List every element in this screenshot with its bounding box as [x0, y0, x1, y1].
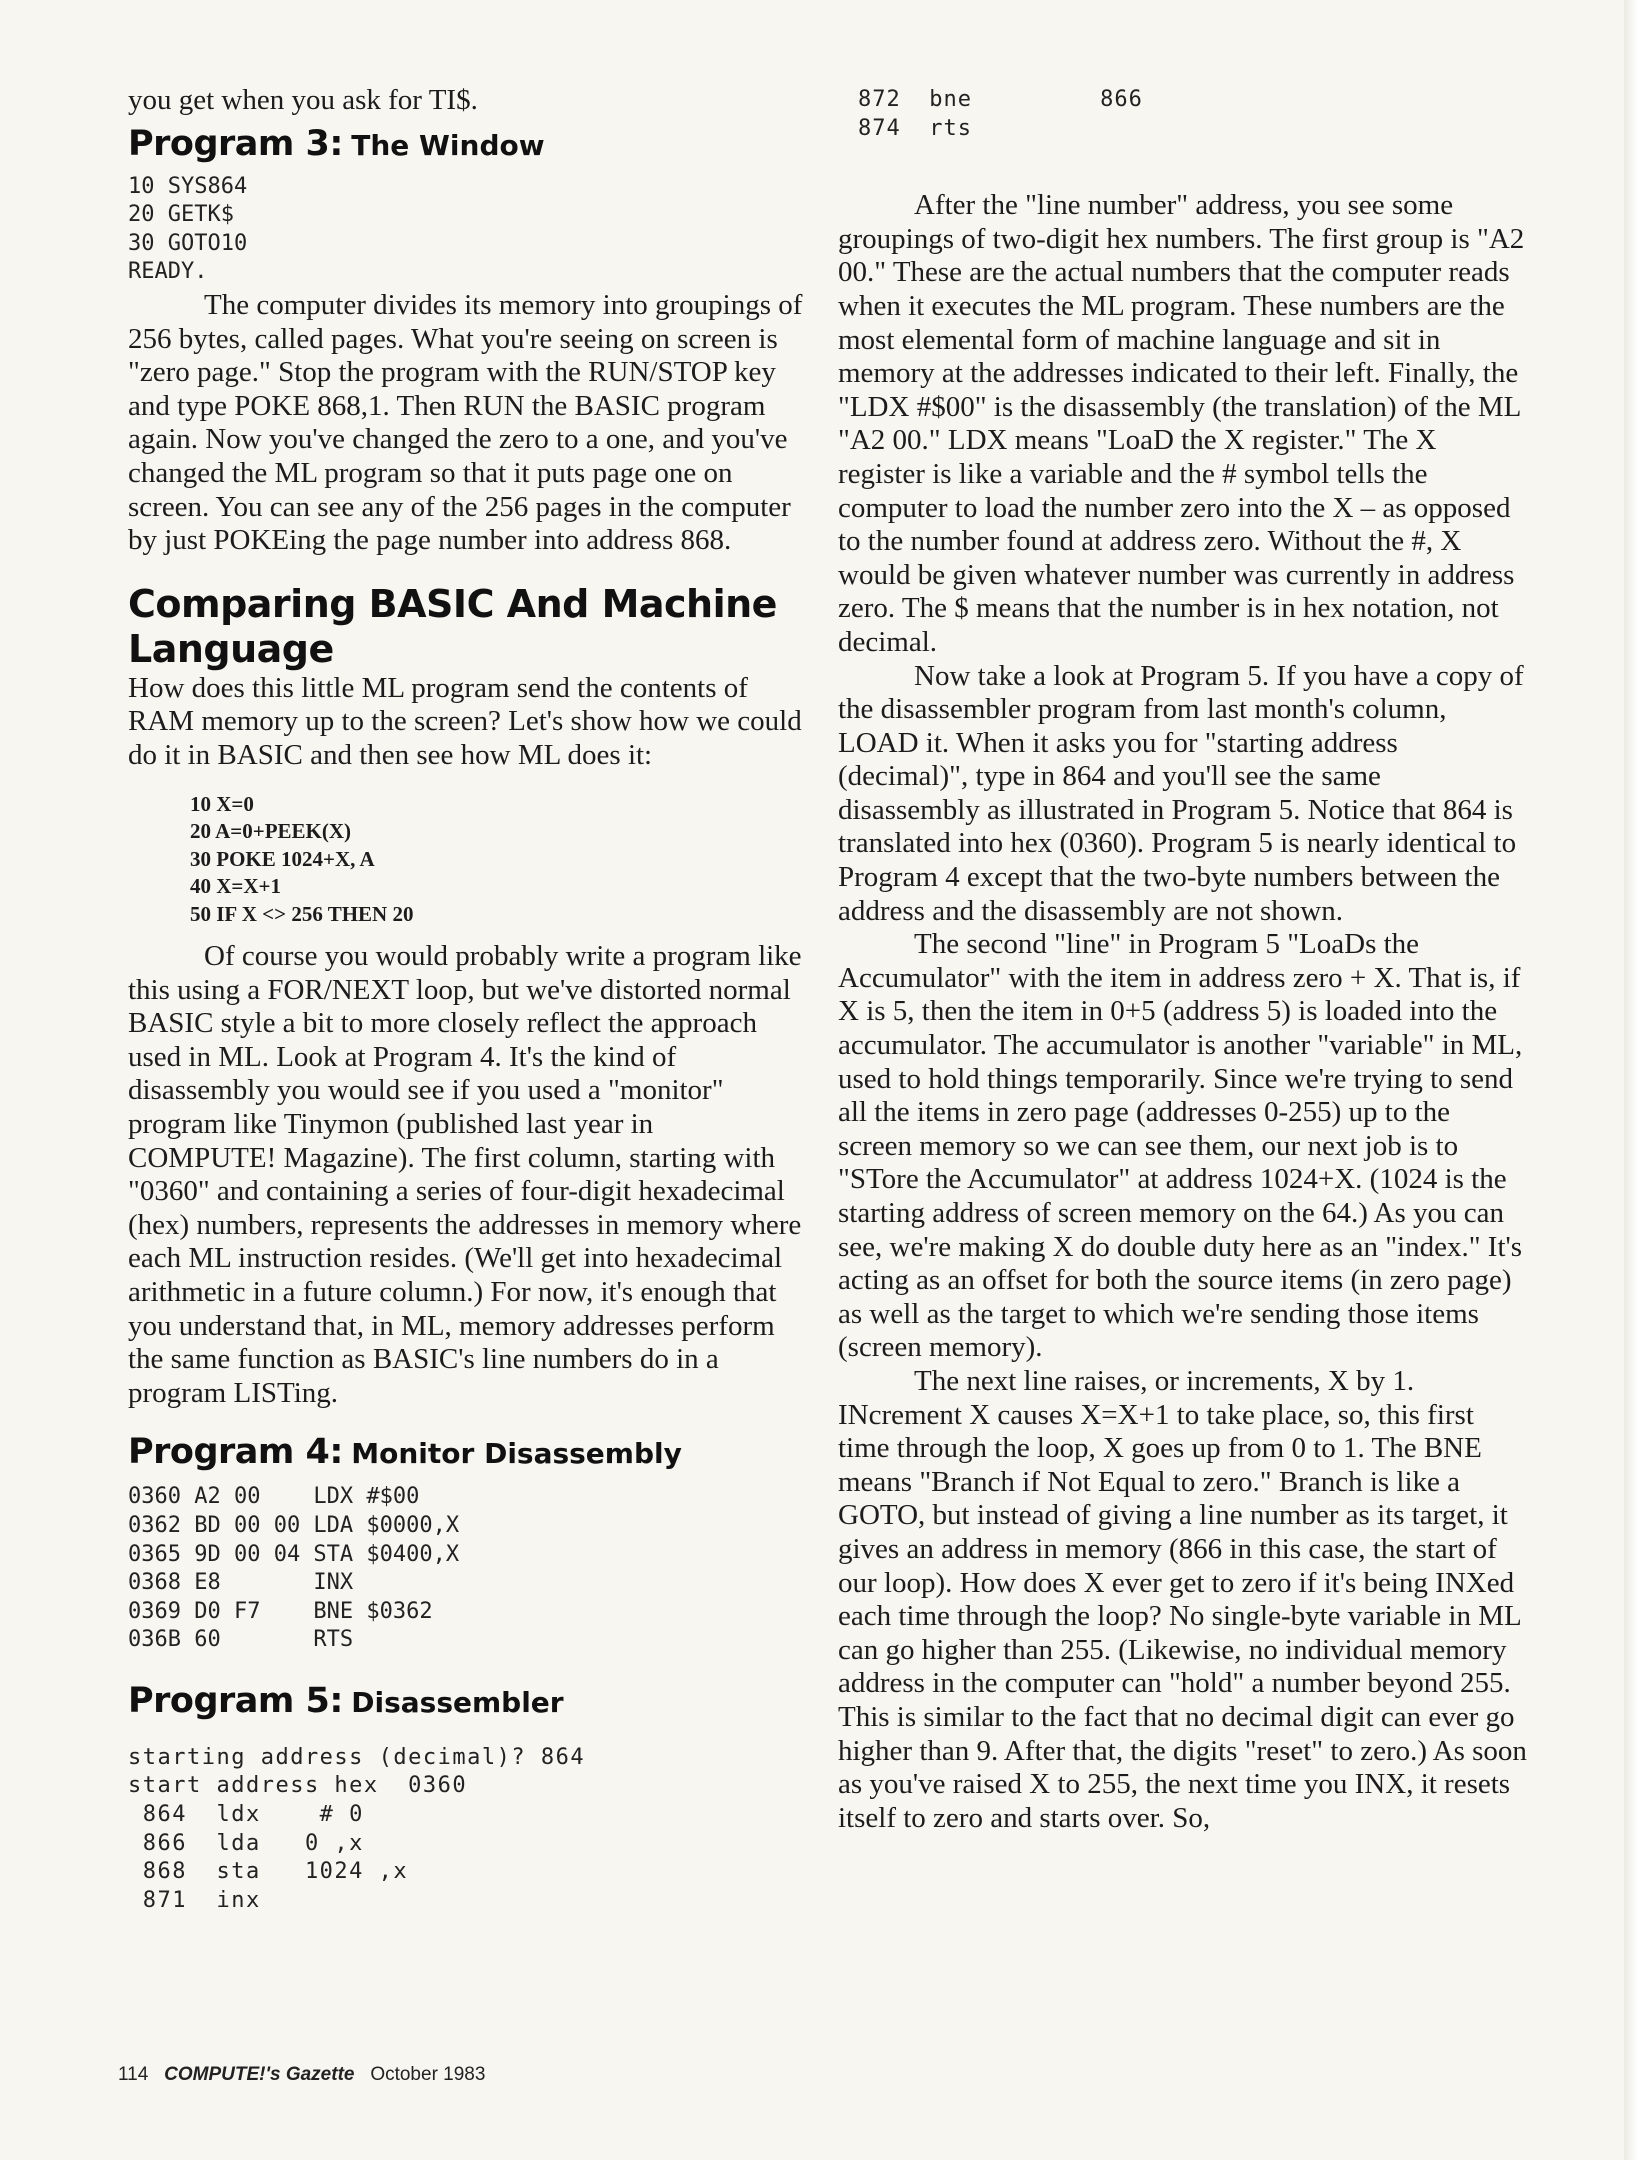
- program3-code: 10 SYS864 20 GETK$ 30 GOTO10 READY.: [128, 173, 248, 285]
- program5-code-continued: 872 bne 866 874 rts: [858, 87, 1143, 141]
- paragraph: Now take a look at Program 5. If you have a copy of the disassembler program from last month's column, LOAD it. When it asks you for "starting address (decimal)", type in 864 and you'll see the same disassembly as illustrated in Program 5. Notice that 864 is translated into hex (0360). Program 5 is nearly identical to Program 4 except that the two-byte numbers between the address and the disassembly are not shown.: [838, 659, 1524, 927]
- program5-heading: [128, 1679, 808, 1726]
- basic-line: 50 IF X <> 256 THEN 20: [190, 901, 414, 926]
- paragraph: After the "line number" address, you see some groupings of two-digit hex numbers. The first group is "A2 00." These are the actual numbers that the computer reads when it executes the ML program. These numbers are the most elemental form of machine language and sit in memory at the addresses indicated to their left. Finally, the "LDX #$00" is the disassembly (the translation) of the ML "A2 00." LDX means "LoaD the X register." The X register is like a variable and the # symbol tells the computer to load the number zero into the X – as opposed to the number found at address zero. Without the #, X would be given whatever number was currently in address zero. The $ means that the number is in hex notation, not decimal.: [838, 189, 1525, 658]
- basic-line: 10 X=0: [190, 791, 254, 816]
- section-heading: Comparing BASIC And Machine Language: [128, 581, 777, 671]
- basic-line: 30 POKE 1024+X, A: [190, 846, 375, 871]
- program5-code: starting address (decimal)? 864 start address hex 0360 864 ldx # 0 866 lda 0 ,x 868 sta 1024 ,x 871 inx: [128, 1744, 586, 1913]
- right-column: [838, 86, 1528, 1835]
- page-footer: [118, 2064, 485, 2086]
- program5-number: Program 5:: [128, 1680, 343, 1721]
- page-number: 114: [118, 2064, 149, 2085]
- paragraph: Of course you would probably write a program like this using a FOR/NEXT loop, but we've distorted normal BASIC style a bit to more closely reflect the approach used in ML. Look at Program 4. It's the kind of disassembly you would see if you used a "monitor" program like Tinymon (published last year in COMPUTE! Magazine). The first column, starting with "0360" and containing a series of four-digit hexadecimal (hex) numbers, represents the addresses in memory where each ML instruction resides. (We'll get into hexadecimal arithmetic in a future column.) For now, it's enough that you understand that, in ML, memory addresses perform the same function as BASIC's line numbers do in a program LISTing.: [128, 940, 802, 1409]
- paragraph: How does this little ML program send the contents of RAM memory up to the screen? Let's show how we could do it in BASIC and then see how ML does it:: [128, 671, 802, 771]
- program4-title: Monitor Disassembly: [351, 1437, 682, 1471]
- program4-heading: [128, 1430, 808, 1477]
- program4-number: Program 4:: [128, 1432, 343, 1473]
- magazine-name: COMPUTE!'s Gazette: [164, 2064, 355, 2085]
- paragraph: The next line raises, or increments, X by 1. INcrement X causes X=X+1 to take place, so, this first time through the loop, X goes up from 0 to 1. The BNE means "Branch if Not Equal to zero." Branch is like a GOTO, but instead of giving a line number as its target, it gives an address in memory (866 in this case, the start of our loop). How does X ever get to zero if it's being INXed each time through the loop? No single-byte variable in ML can go higher than 255. (Likewise, no individual memory address in the computer can "hold" a number beyond 255. This is similar to the fact that no decimal digit can ever go higher than 9. After that, the digits "reset" to zero.) As soon as you've raised X to 255, the next time you INX, it resets itself to zero and starts over. So,: [838, 1364, 1527, 1834]
- program3-heading: [128, 122, 808, 169]
- program4-code: 0360 A2 00 LDX #$00 0362 BD 00 00 LDA $0000,X 0365 9D 00 04 STA $0400,X 0368 E8 INX 0369 D0 F7 BNE $0362 036B 60 RTS: [128, 1484, 460, 1653]
- program5-title: Disassembler: [351, 1685, 564, 1719]
- paragraph: The computer divides its memory into groupings of 256 bytes, called pages. What you're seeing on screen is "zero page." Stop the program with the RUN/STOP key and type POKE 868,1. Then RUN the BASIC program again. Now you've changed the zero to a one, and you've changed the ML program so that it puts page one on screen. You can see any of the 256 pages in the computer by just POKEing the page number into address 868.: [128, 288, 803, 557]
- intro-text: you get when you ask for TI$.: [128, 84, 478, 116]
- basic-line: 40 X=X+1: [190, 874, 282, 898]
- left-column: [128, 84, 808, 1915]
- program3-number: Program 3:: [128, 123, 343, 164]
- issue-date: October 1983: [370, 2064, 486, 2085]
- basic-listing: [128, 791, 808, 929]
- paragraph: The second "line" in Program 5 "LoaDs the Accumulator" with the item in address zero + X. That is, if X is 5, then the item in 0+5 (address 5) is loaded into the accumulator. The accumulator is another "variable" in ML, used to hold things temporarily. Since we're trying to send all the items in zero page (addresses 0-255) up to the screen memory so we can see them, our next job is to "STore the Accumulator" at address 1024+X. (1024 is the starting address of screen memory on the 64.) As you can see, we're making X do double duty here as an "index." It's acting as an offset for both the source items (in zero page) as well as the target to which we're sending those items (screen memory).: [838, 928, 1523, 1364]
- program3-title: The Window: [351, 128, 545, 162]
- basic-line: 20 A=0+PEEK(X): [190, 819, 352, 843]
- page-edge: [1624, 0, 1638, 2160]
